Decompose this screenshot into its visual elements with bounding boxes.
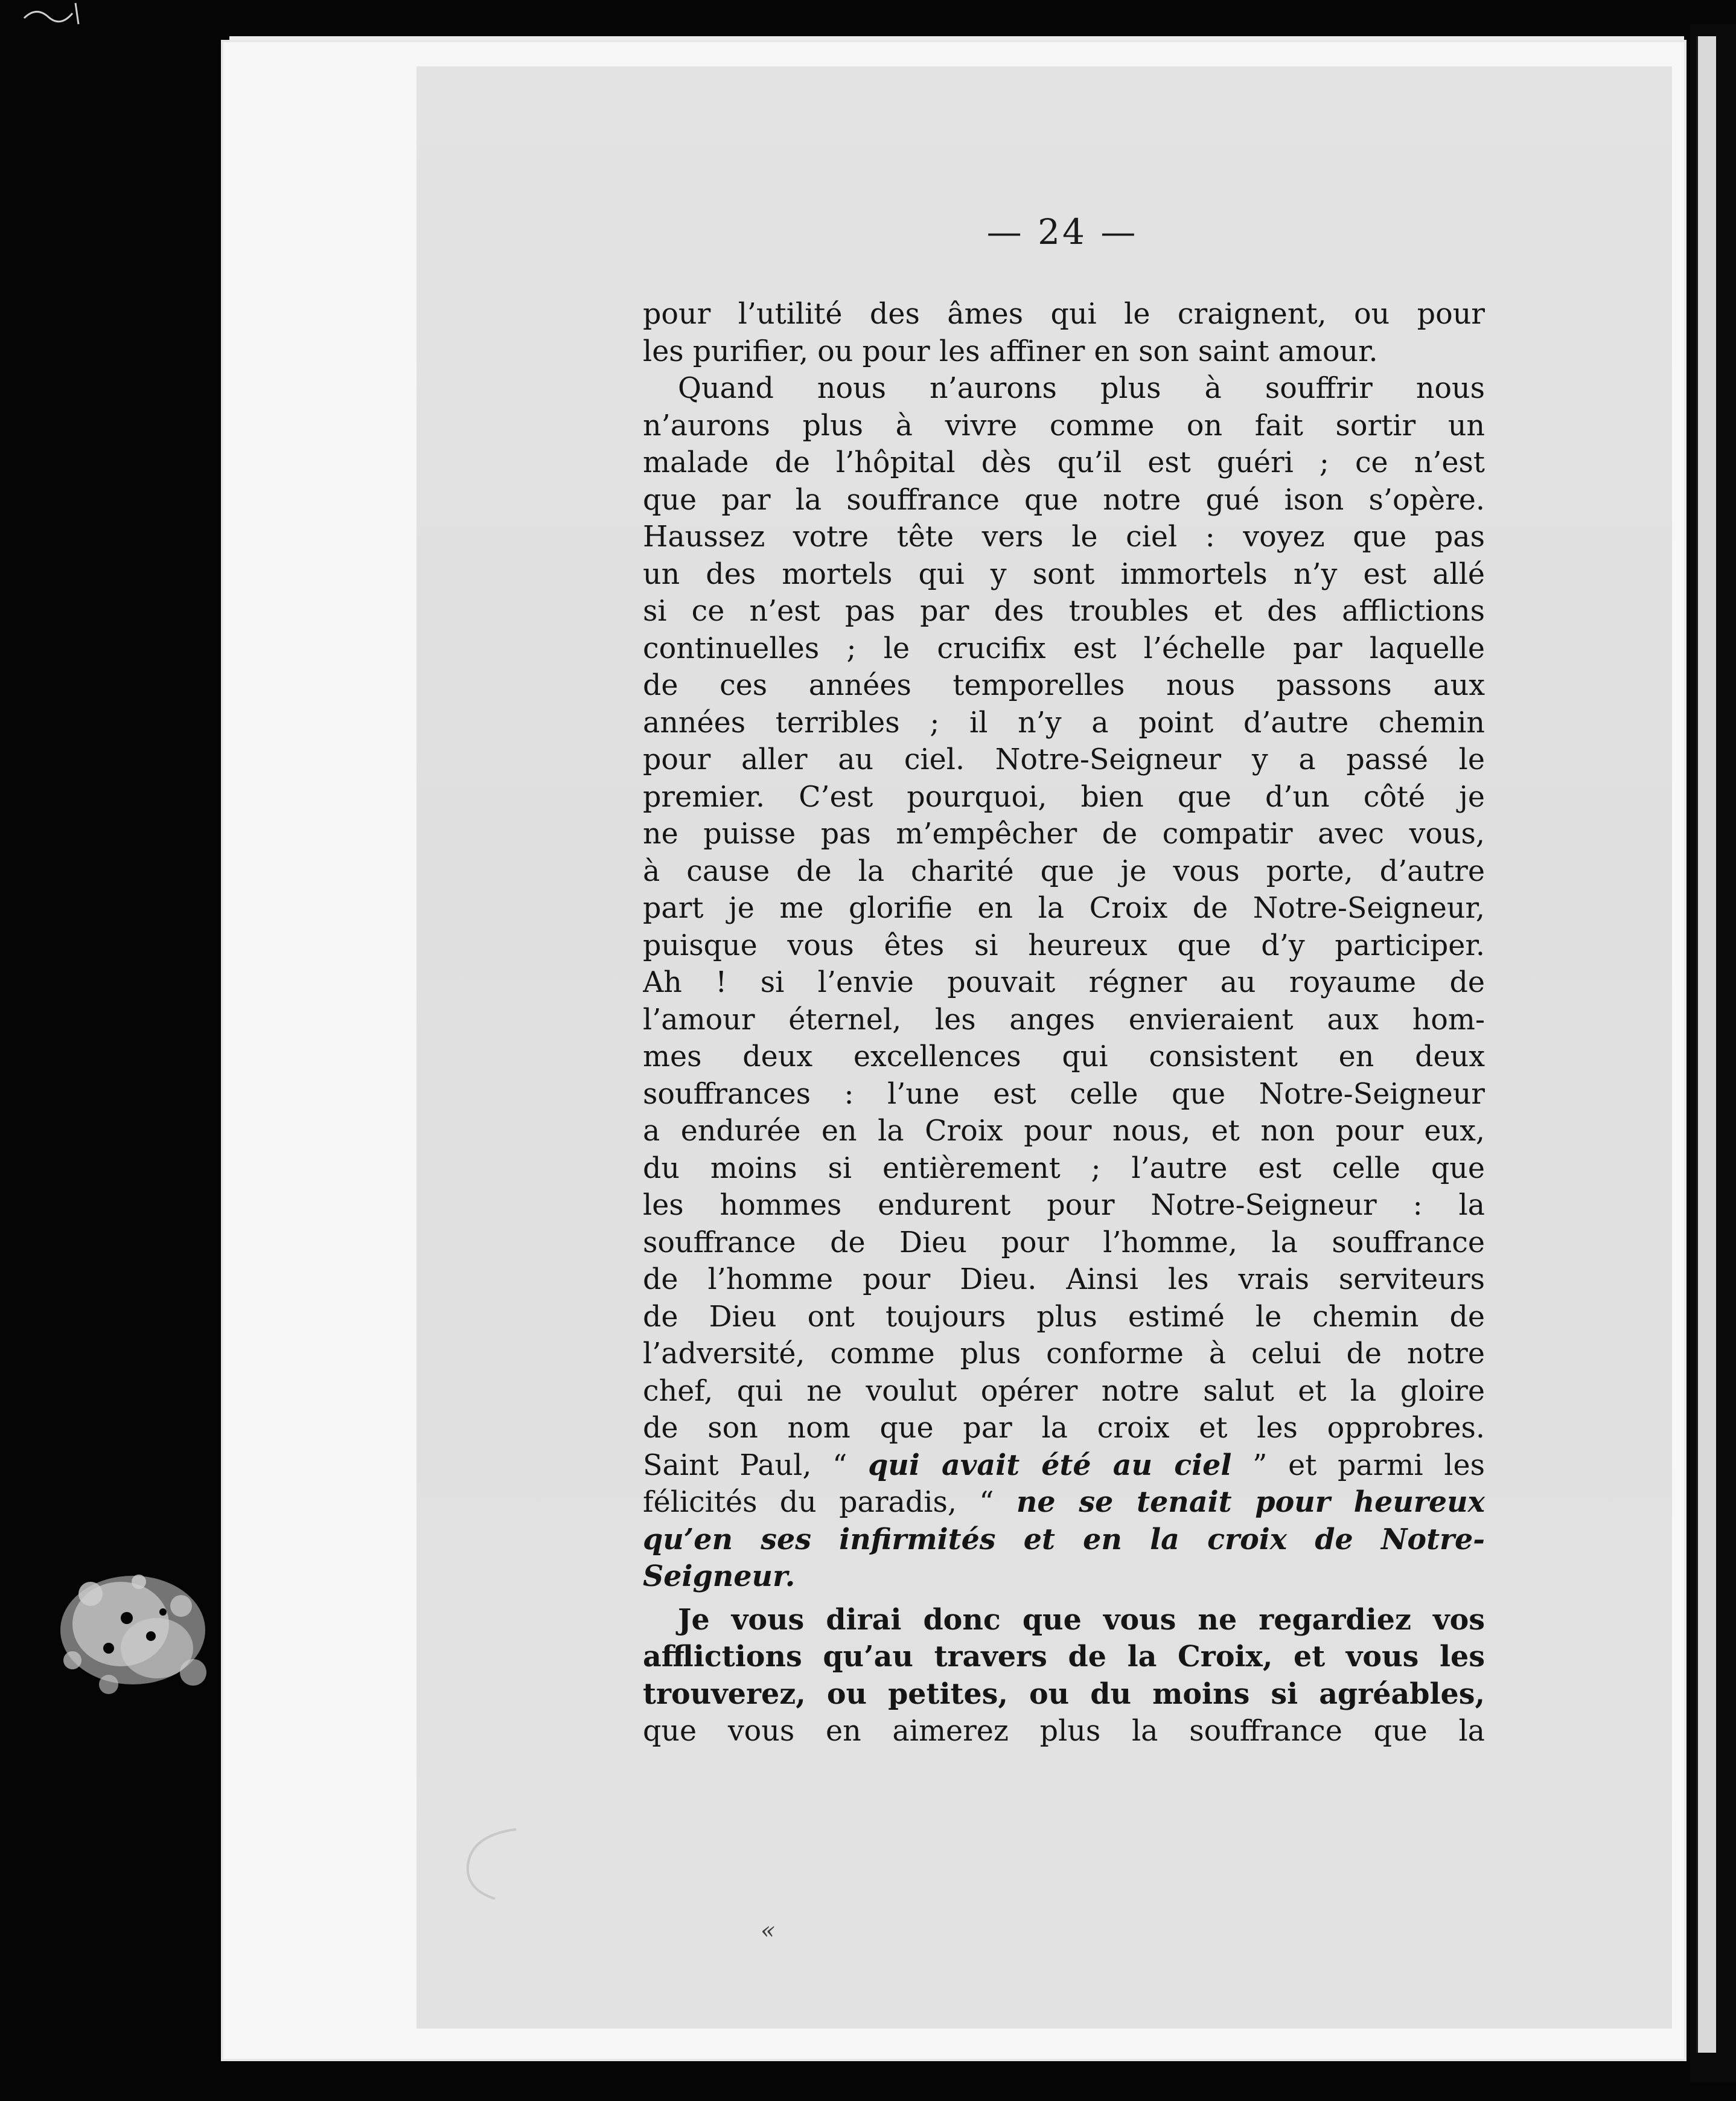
text-line-quote [643, 1484, 1485, 1521]
text-line: n’aurons plus à vivre comme on fait sortir un [643, 409, 1485, 443]
quote-text: ne se tenait pour heureux [1016, 1485, 1485, 1519]
saint-paul-suffix: ” et parmi les [1231, 1448, 1485, 1482]
film-damage-blot [36, 1558, 235, 1709]
text-line: mes deux excellences qui consistent en deux [643, 1040, 1485, 1073]
saint-paul-prefix: Saint Paul, “ [643, 1448, 869, 1482]
text-line: l’amour éternel, les anges envieraient aux hom- [643, 1003, 1485, 1037]
book-page [416, 66, 1672, 2029]
text-line: Ah ! si l’envie pouvait régner au royaume de [643, 966, 1485, 999]
text-line: continuelles ; le crucifix est l’échelle par laquelle [643, 632, 1485, 665]
text-line: Je vous dirai donc que vous ne regardiez vos [678, 1602, 1485, 1637]
text-line: malade de l’hôpital dès qu’il est guéri ; ce n’est [643, 446, 1485, 479]
text-line: un des mortels qui y sont immortels n’y est allé [643, 557, 1485, 591]
quote-text: qui avait été au ciel [868, 1448, 1232, 1482]
text-line: à cause de la charité que je vous porte, d’autre [643, 854, 1485, 888]
text-line: trouverez, ou petites, ou du moins si agréables, [643, 1677, 1485, 1711]
text-line: souffrances : l’une est celle que Notre-Seigneur [643, 1077, 1485, 1111]
text-line: chef, qui ne voulut opérer notre salut et la gloire [643, 1374, 1485, 1408]
text-line: pour aller au ciel. Notre-Seigneur y a passé le [643, 743, 1485, 776]
body-text [643, 296, 1485, 1750]
text-line-italic: Seigneur. [643, 1559, 796, 1593]
text-line: années terribles ; il n’y a point d’autre chemin [643, 706, 1485, 740]
text-line: les purifier, ou pour les affiner en son saint amour. [643, 334, 1378, 368]
text-line: de son nom que par la croix et les opprobres. [643, 1412, 1485, 1445]
text-line: pour l’utilité des âmes qui le craignent, ou pour [643, 298, 1485, 331]
text-line: de Dieu ont toujours plus estimé le chemin de [643, 1300, 1485, 1334]
felicites-prefix: félicités du paradis, “ [643, 1486, 1016, 1519]
corner-scratch-mark [18, 0, 91, 30]
footer-mark: « [761, 1917, 776, 1945]
text-line-italic: qu’en ses infirmités et en la croix de Notre- [643, 1522, 1485, 1556]
text-line: du moins si entièrement ; l’autre est celle que [643, 1151, 1485, 1185]
text-line: Quand nous n’aurons plus à souffrir nous [678, 372, 1485, 405]
text-line: souffrance de Dieu pour l’homme, la souffrance [643, 1226, 1485, 1259]
text-line: afflictions qu’au travers de la Croix, et vous les [643, 1640, 1485, 1674]
text-line: si ce n’est pas par des troubles et des afflictions [643, 595, 1485, 628]
text-line: l’adversité, comme plus conforme à celui de notre [643, 1337, 1485, 1370]
text-line: part je me glorifie en la Croix de Notre-Seigneur, [643, 892, 1485, 925]
text-line: a endurée en la Croix pour nous, et non pour eux, [643, 1114, 1485, 1148]
text-line: premier. C’est pourquoi, bien que d’un côté je [643, 780, 1485, 814]
page-number: — 24 — [986, 211, 1138, 252]
text-line: les hommes endurent pour Notre-Seigneur : la [643, 1189, 1485, 1222]
curl-scratch-mark [459, 1823, 525, 1902]
text-line: puisque vous êtes si heureux que d’y participer. [643, 929, 1485, 962]
text-line: ne puisse pas m’empêcher de compatir avec vous, [643, 817, 1485, 851]
right-page-strip [1696, 36, 1716, 2053]
text-line-quote [643, 1447, 1485, 1485]
text-line: que vous en aimerez plus la souffrance que la [643, 1715, 1485, 1748]
text-line: de l’homme pour Dieu. Ainsi les vrais serviteurs [643, 1263, 1485, 1296]
text-line: que par la souffrance que notre gué ison s’opère. [643, 483, 1485, 517]
text-line: de ces années temporelles nous passons aux [643, 669, 1485, 702]
text-line: Haussez votre tête vers le ciel : voyez que pas [643, 520, 1485, 554]
